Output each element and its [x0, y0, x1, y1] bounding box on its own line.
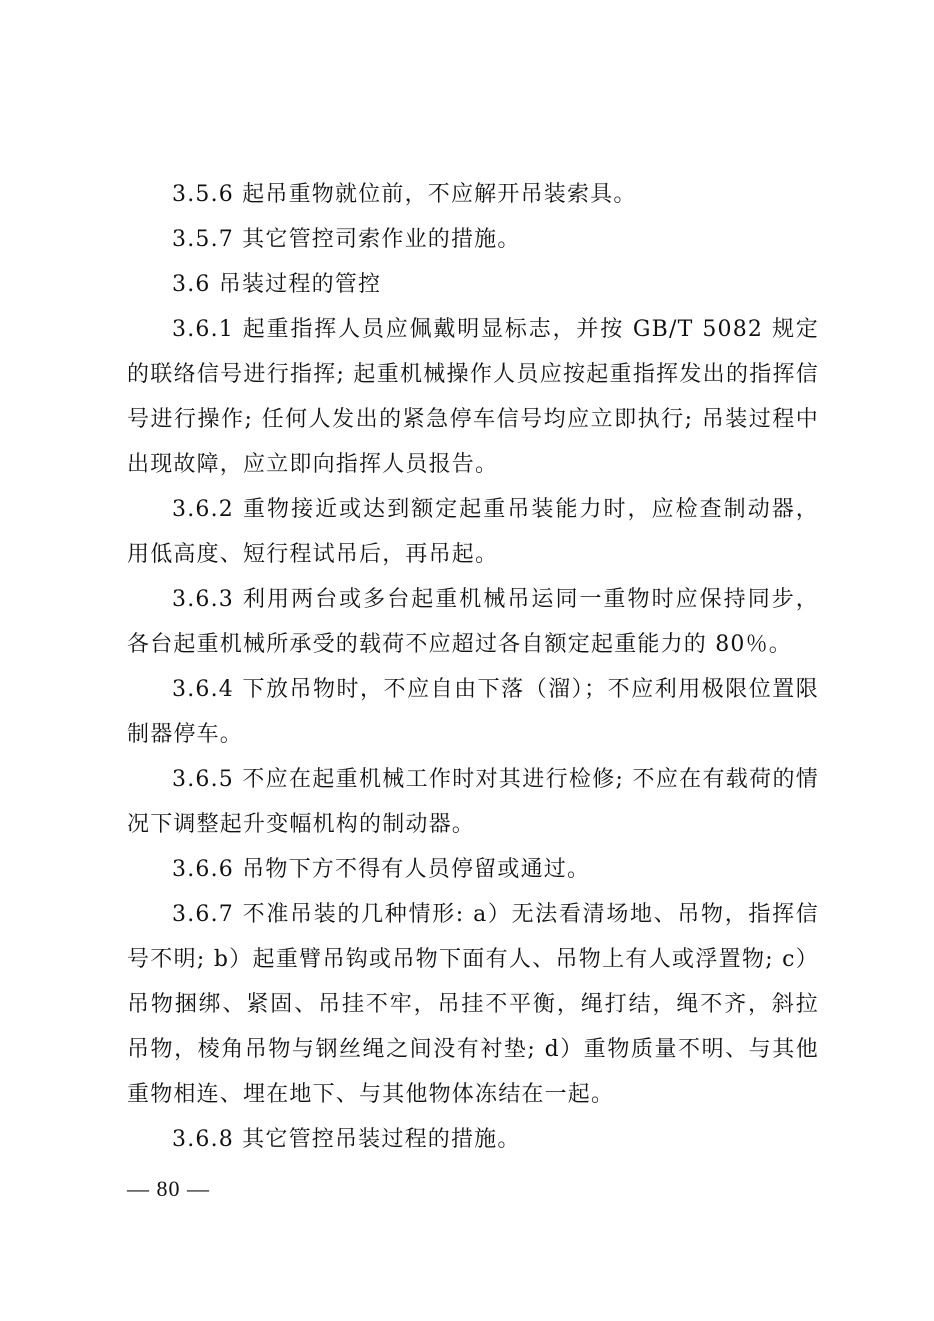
- paragraph-3-5-7: 3.5.7 其它管控司索作业的措施。: [172, 227, 521, 252]
- paragraph-3-6-7: 3.6.7 不准吊装的几种情形: a）无法看清场地、吊物，指挥信号不明; b）起重臂吊钩或吊物下面有人、吊物上有人或浮置物; c）吊物捆绑、紧固、吊挂不牢，吊挂不平衡，绳打结，绳不齐，斜拉吊物，棱角吊物与钢丝绳之间没有衬垫; d）重物质量不明、与其他重物相连、埋在地下、与其他物体冻结在一起。: [127, 902, 819, 1107]
- paragraph-3-6-1: 3.6.1 起重指挥人员应佩戴明显标志，并按 GB/T 5082 规定的联络信号进行指挥; 起重机械操作人员应按起重指挥发出的指挥信号进行操作; 任何人发出的紧急停车信号均应立即执行; 吊装过程中出现故障，应立即向指挥人员报告。: [127, 317, 819, 477]
- paragraph-3-6-2: 3.6.2 重物接近或达到额定起重吊装能力时，应检查制动器，用低高度、短行程试吊后，再吊起。: [127, 497, 819, 567]
- paragraph-3-6-6: 3.6.6 吊物下方不得有人员停留或通过。: [172, 857, 591, 882]
- paragraph-3-6-5: 3.6.5 不应在起重机械工作时对其进行检修; 不应在有载荷的情况下调整起升变幅机构的制动器。: [127, 767, 819, 837]
- document-body: [127, 172, 819, 1162]
- paragraph-3-5-6: 3.5.6 起吊重物就位前，不应解开吊装索具。: [172, 182, 637, 207]
- page-number: — 80 —: [127, 1176, 210, 1201]
- paragraph-3-6-3: 3.6.3 利用两台或多台起重机械吊运同一重物时应保持同步，各台起重机械所承受的载荷不应超过各自额定起重能力的 80％。: [127, 587, 819, 657]
- section-heading-3-6: 3.6 吊装过程的管控: [172, 272, 382, 297]
- paragraph-3-6-8: 3.6.8 其它管控吊装过程的措施。: [172, 1127, 521, 1152]
- paragraph-3-6-4: 3.6.4 下放吊物时，不应自由下落（溜）；不应利用极限位置限制器停车。: [127, 677, 819, 747]
